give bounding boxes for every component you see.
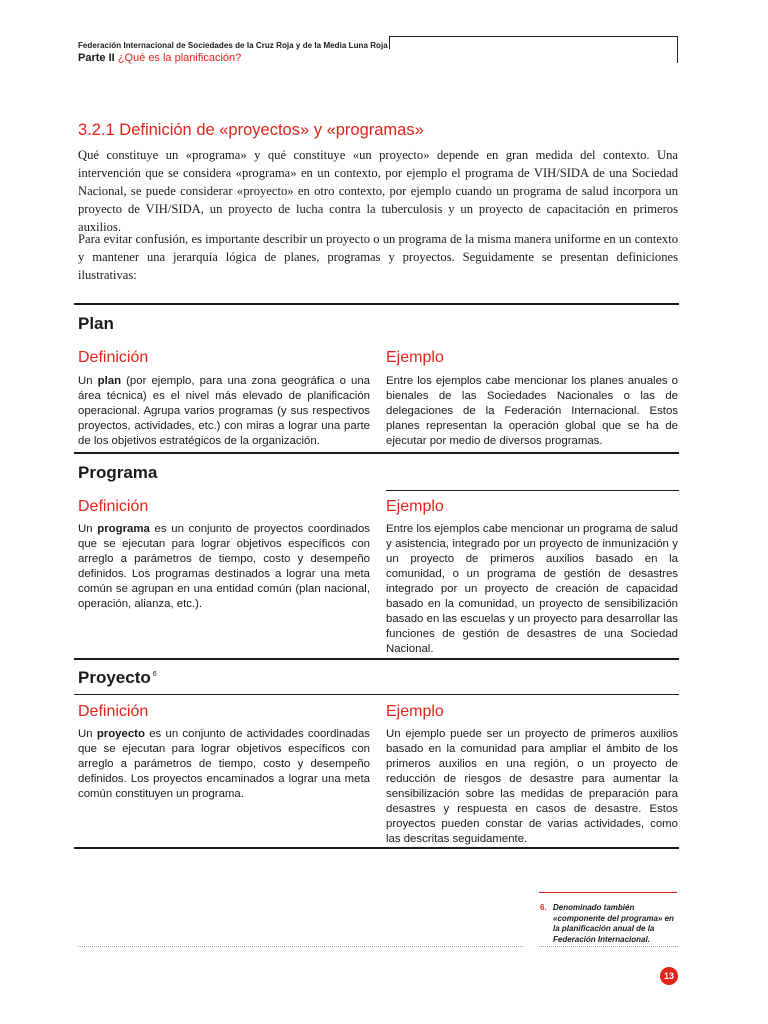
block-title-rule bbox=[74, 694, 679, 695]
definition-text: Un plan (por ejemplo, para una zona geográfica o una área técnica) es el nivel más elevado de planificación operacional. Agrupa varios programas (y sus respectivos proyectos, actividades, etc.) con miras a lograr una parte de los objetivos estratégicos de la organización. bbox=[78, 375, 370, 447]
intro-paragraph: Para evitar confusión, es importante describir un proyecto o un programa de la misma manera uniforme en un contexto y mantener una jerarquía lógica de planes, programas y proyectos. Seguidamente se presentan definiciones ilustrativas: bbox=[78, 232, 678, 282]
example-heading: Ejemplo bbox=[386, 703, 444, 720]
example-heading: Ejemplo bbox=[386, 349, 444, 366]
header-part bbox=[78, 52, 241, 64]
definition-text: Un programa es un conjunto de proyectos coordinados que se ejecutan para lograr objetivos específicos con arreglo a parámetros de tiempo, costo y desempeño definidos. Los programas destinados a lograr una meta común se agrupan en una entidad común (plan nacional, operación, alianza, etc.). bbox=[78, 523, 370, 610]
footnote-rule bbox=[539, 892, 677, 893]
footer-dotted-rule bbox=[539, 946, 678, 947]
block-divider bbox=[74, 658, 679, 660]
block-title-proyecto: Proyecto $^6$ bbox=[78, 668, 157, 687]
example-column-rule bbox=[386, 490, 679, 491]
footnote-reference: 6 bbox=[152, 671, 157, 679]
example-text: Un ejemplo puede ser un proyecto de primeros auxilios basado en la comunidad para ampliar el ámbito de los primeros auxilios en una región, o un proyecto de reducción de riesgos de desastre para aumentar la sensibilización sobre las medidas de preparación para desastres y respuesta en casos de desastre. Estos proyectos pueden constar de varias actividades, como las descritas seguidamente. bbox=[386, 728, 678, 845]
section-title: 3.2.1 Definición de «proyectos» y «programas» bbox=[78, 121, 424, 139]
block-divider bbox=[74, 847, 679, 849]
definition-heading: Definición bbox=[78, 703, 149, 720]
footnote-text: Denominado también «componente del programa» en la planificación anual de la Federación Internacional. bbox=[553, 903, 674, 944]
block-divider bbox=[74, 303, 679, 305]
definition-text: Un proyecto es un conjunto de actividades coordinadas que se ejecutan para lograr objetivos específicos con arreglo a parámetros de tiempo, costo y desempeño definidos. Los proyectos encaminados a lograr una meta común constituyen un programa. bbox=[78, 728, 370, 800]
footnote-number: 6. bbox=[540, 903, 547, 912]
block-title-programa: Programa bbox=[78, 463, 158, 482]
block-divider bbox=[74, 452, 679, 454]
intro-paragraph: Qué constituye un «programa» y qué constituye «un proyecto» depende en gran medida del contexto. Una intervención que se considera «programa» en un contexto, por ejemplo el programa de VIH/SIDA de una Sociedad Nacional, se puede considerar «proyecto» en otro contexto, por ejemplo cuando un programa de salud incorpora un proyecto de VIH/SIDA, un proyecto de lucha contra la tuberculosis y un proyecto de capacitación en primeros auxilios. bbox=[78, 148, 678, 234]
definition-heading: Definición bbox=[78, 349, 149, 366]
header-edge bbox=[677, 36, 678, 63]
definition-heading: Definición bbox=[78, 498, 149, 515]
example-heading: Ejemplo bbox=[386, 498, 444, 515]
page-number: 13 bbox=[660, 967, 678, 985]
header-rule bbox=[389, 36, 678, 37]
header-part-label: Parte II bbox=[78, 52, 115, 64]
footer-dotted-rule bbox=[78, 946, 523, 947]
block-title-plan: Plan bbox=[78, 314, 114, 333]
example-text: Entre los ejemplos cabe mencionar un programa de salud y asistencia, integrado por un proyecto de inmunización y un proyecto de primeros auxilios basado en la comunidad, o un programa de gestión de desastres integrado por un proyecto de creación de capacidad basado en la comunidad, un proyecto de sensibilización basado en las escuelas y un proyecto para desarrollar las funciones de gestión de desastres de una Sociedad Nacional. bbox=[386, 523, 678, 655]
header-organization: Federación Internacional de Sociedades de la Cruz Roja y de la Media Luna Roja bbox=[78, 41, 388, 50]
header-part-title: ¿Qué es la planificación? bbox=[117, 52, 242, 64]
header-divider bbox=[389, 36, 390, 49]
example-text: Entre los ejemplos cabe mencionar los planes anuales o bienales de las Sociedades Nacionales o las de delegaciones de la Federación Internacional. Estos planes representan la operación global que se ha de ejecutar por medio de diversos programas. bbox=[386, 375, 678, 447]
